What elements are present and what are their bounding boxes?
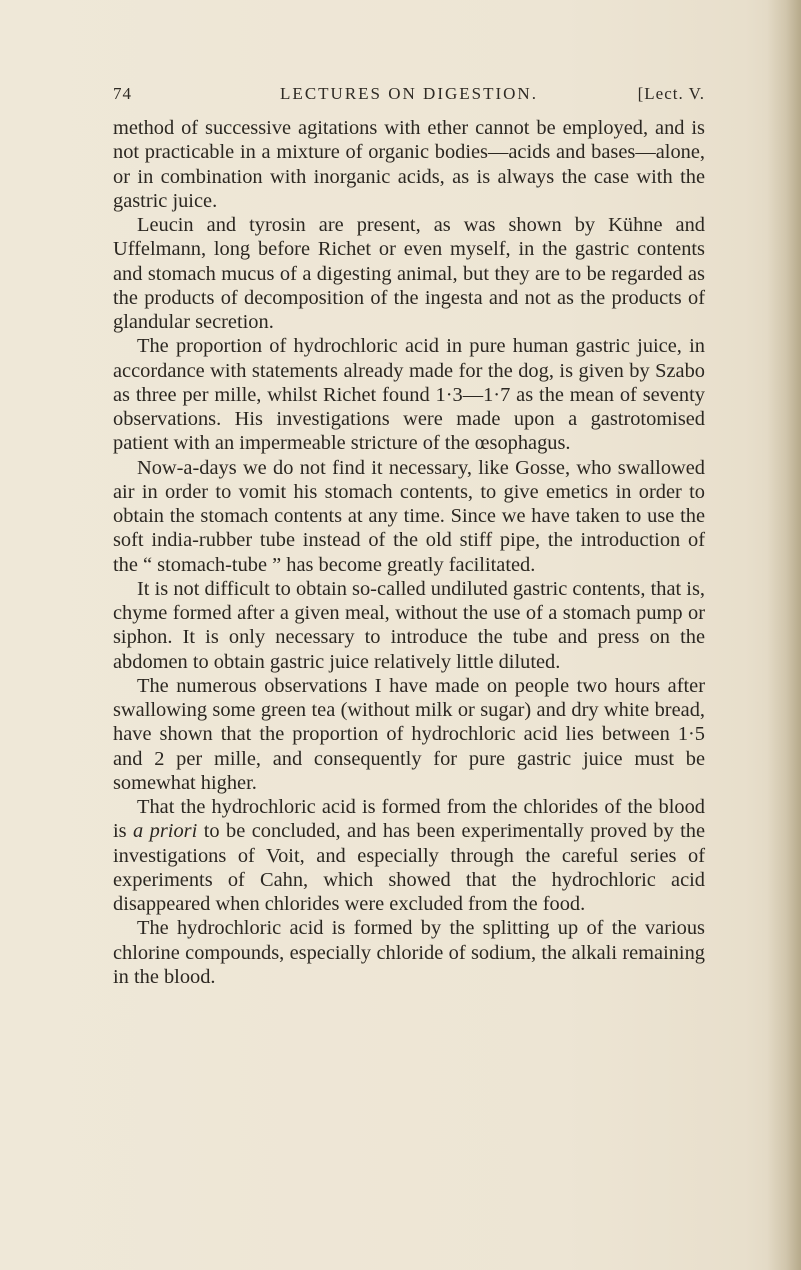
page-edge-shadow bbox=[767, 0, 801, 1270]
paragraph-hydrochloric-proportion: The proportion of hydrochloric acid in pure human gastric juice, in accordance with statements already made for the dog, is given by Szabo as three per mille, whilst Richet found 1·3—1·7 as the mean of seventy observations. His investigations were made upon a gastrotomised patient with an impermeable stricture of the œsophagus. bbox=[113, 335, 705, 455]
section-label: [Lect. V. bbox=[637, 84, 705, 103]
running-head bbox=[113, 84, 705, 108]
paragraph-splitting: The hydrochloric acid is formed by the splitting up of the various chlorine compounds, especially chloride of sodium, the alkali remaining in the blood. bbox=[113, 917, 705, 988]
apriori-italic: a priori bbox=[133, 820, 198, 843]
paragraph-chlorides-origin bbox=[113, 795, 705, 916]
paragraph-undiluted-contents: It is not difficult to obtain so-called undiluted gastric contents, that is, chyme formed after a given meal, without the use of a stomach pump or siphon. It is only necessary to introduce the tube and press on the abdomen to obtain gastric juice relatively little diluted. bbox=[113, 577, 705, 673]
page-number: 74 bbox=[113, 84, 132, 103]
paragraph-stomach-tube: Now-a-days we do not find it necessary, like Gosse, who swallowed air in order to vomit his stomach contents, to give emetics in order to obtain the stomach contents at any time. Since we have taken to use the soft india-rubber tube instead of the old stiff pipe, the introduction of the “ stomach-tube ” has become greatly facilitated. bbox=[113, 456, 705, 576]
apriori-after: to be concluded, and has been experimentally proved by the investigations of Voit, and especially through the careful series of experiments of Cahn, which showed that the hydrochloric acid disappeared when chlorides were excluded from the food. bbox=[113, 820, 705, 915]
paragraph-leucin-tyrosin: Leucin and tyrosin are present, as was shown by Kühne and Uffelmann, long before Richet or even myself, in the gastric contents and stomach mucus of a digesting animal, but they are to be regarded as the products of decomposition of the ingesta and not as the products of glandular secretion. bbox=[113, 214, 705, 333]
apriori-before: That the hydrochloric acid is formed from the chlorides of the blood is bbox=[113, 796, 705, 843]
body-text bbox=[113, 116, 705, 989]
running-title: LECTURES ON DIGESTION. bbox=[280, 84, 538, 103]
paragraph-ether-method: method of successive agitations with ether cannot be employed, and is not practicable in a mixture of organic bodies—acids and bases—alone, or in combination with inorganic acids, as is always the case with the gastric juice. bbox=[113, 117, 705, 212]
paragraph-observations: The numerous observations I have made on people two hours after swallowing some green tea (without milk or sugar) and dry white bread, have shown that the proportion of hydrochloric acid lies between 1·5 and 2 per mille, and consequently for pure gastric juice must be somewhat higher. bbox=[113, 674, 705, 794]
